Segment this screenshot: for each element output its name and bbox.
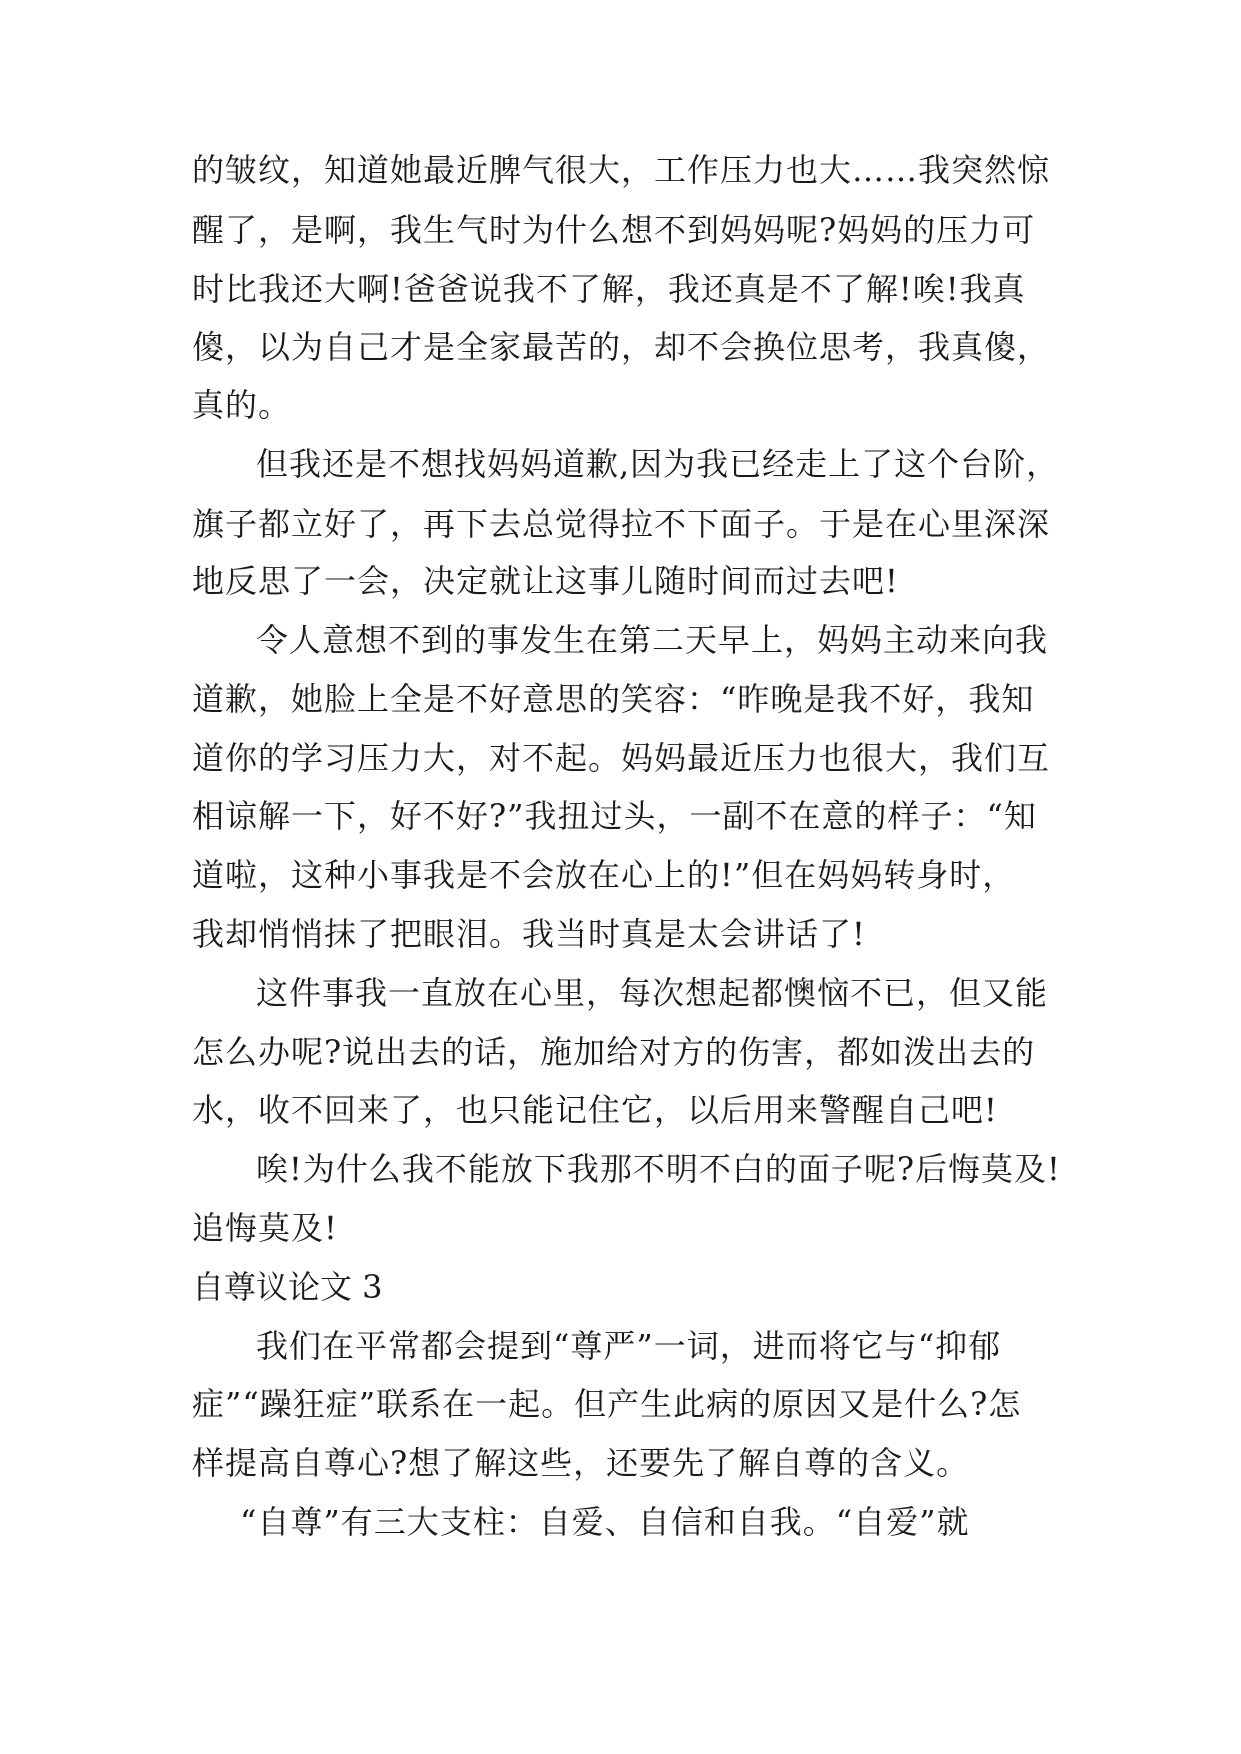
paragraph-first-line: 这件事我一直放在心里，每次想起都懊恼不已，但又能	[256, 974, 1049, 1012]
text-line: 地反思了一会，决定就让这事儿随时间而过去吧!	[192, 562, 899, 600]
paragraph-first-line: 我们在平常都会提到“尊严”一词，进而将它与“抑郁	[256, 1327, 1002, 1365]
text-line: 时比我还大啊!爸爸说我不了解，我还真是不了解!唉!我真	[192, 270, 1026, 308]
text-line: 症”“躁狂症”联系在一起。但产生此病的原因又是什么?怎	[192, 1385, 1022, 1423]
text-line: 水，收不回来了，也只能记住它，以后用来警醒自己吧!	[192, 1091, 998, 1129]
text-line: 道啦，这种小事我是不会放在心上的!”但在妈妈转身时，	[192, 856, 1016, 894]
text-line: 醒了，是啊，我生气时为什么想不到妈妈呢?妈妈的压力可	[192, 211, 1036, 249]
text-line: 真的。	[192, 386, 292, 424]
section-heading: 自尊议论文 3	[192, 1268, 383, 1306]
text-line: 样提高自尊心?想了解这些，还要先了解自尊的含义。	[192, 1444, 970, 1482]
text-line: 旗子都立好了，再下去总觉得拉不下面子。于是在心里深深	[192, 505, 1051, 543]
text-line: 傻，以为自己才是全家最苦的，却不会换位思考，我真傻，	[192, 328, 1051, 366]
text-line: 道歉，她脸上全是不好意思的笑容：“昨晚是我不好，我知	[192, 680, 1035, 718]
paragraph-first-line: “自尊”有三大支柱：自爱、自信和自我。“自爱”就	[240, 1503, 970, 1541]
text-line: 的皱纹，知道她最近脾气很大，工作压力也大……我突然惊	[192, 151, 1051, 189]
text-line: 相谅解一下，好不好?”我扭过头，一副不在意的样子：“知	[192, 797, 1037, 835]
text-line: 怎么办呢?说出去的话，施加给对方的伤害，都如泼出去的	[192, 1033, 1036, 1071]
text-line: 我却悄悄抹了把眼泪。我当时真是太会讲话了!	[192, 915, 866, 953]
paragraph-first-line: 令人意想不到的事发生在第二天早上，妈妈主动来向我	[256, 621, 1049, 659]
paragraph-first-line: 唉!为什么我不能放下我那不明不白的面子呢?后悔莫及!	[256, 1150, 1061, 1188]
paragraph-first-line: 但我还是不想找妈妈道歉,因为我已经走上了这个台阶，	[256, 445, 1060, 483]
text-line: 追悔莫及!	[192, 1209, 338, 1247]
text-line: 道你的学习压力大，对不起。妈妈最近压力也很大，我们互	[192, 739, 1051, 777]
